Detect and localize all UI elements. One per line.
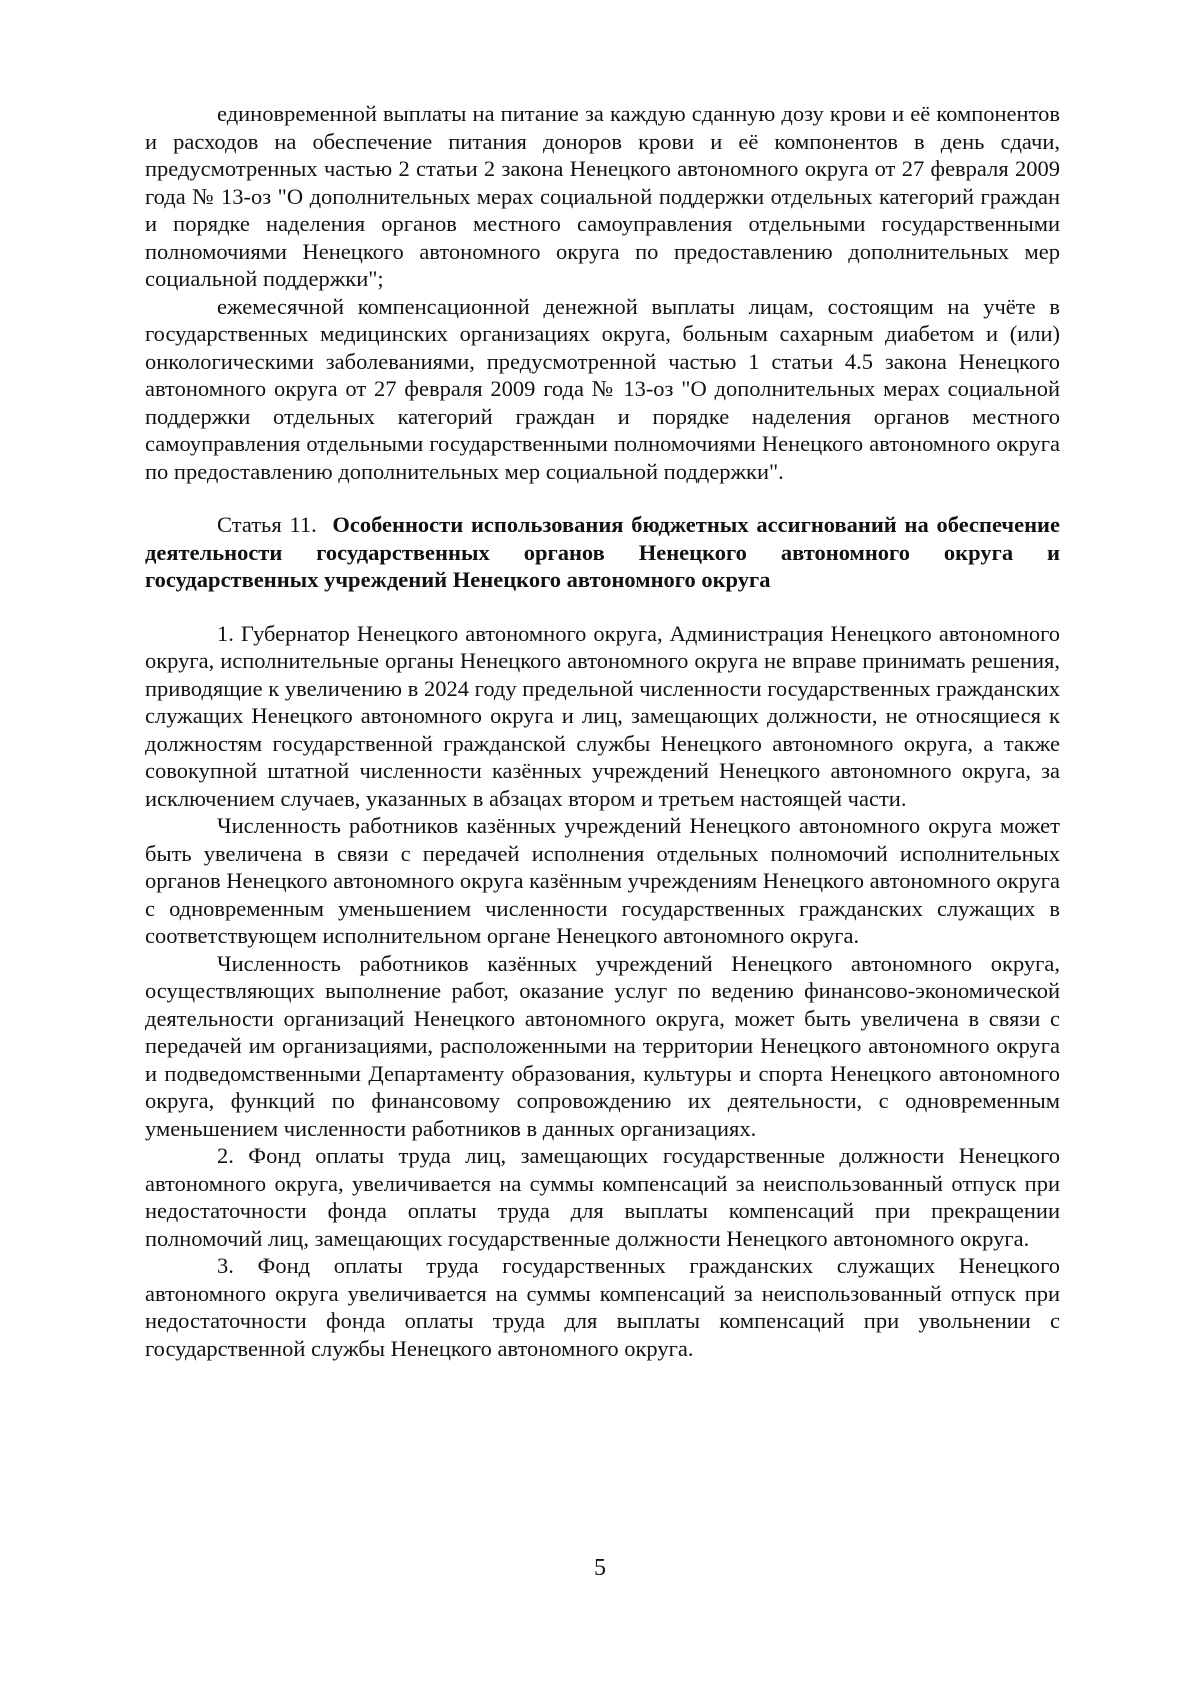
paragraph-part-2: 2. Фонд оплаты труда лиц, замещающих государственные должности Ненецкого автономного округа, увеличивается на суммы компенсаций за неиспользованный отпуск при недостаточности фонда оплаты труда для выплаты компенсаций при прекращении полномочий лиц, замещающих государственные должности Ненецкого автономного округа.: [145, 1143, 1060, 1251]
page-number: 5: [594, 1555, 606, 1581]
paragraph-part-1-abz-3: Численность работников казённых учреждений Ненецкого автономного округа, осуществляющих выполнение работ, оказание услуг по ведению финансово-экономической деятельности организаций Ненецкого автономного округа, может быть увеличена в связи с передачей им организациями, расположенными на территории Ненецкого автономного округа и подведомственными Департаменту образования, культуры и спорта Ненецкого автономного округа, функций по финансовому сопровождению их деятельности, с одновременным уменьшением численности работников в данных организациях.: [145, 950, 1060, 1141]
paragraph-diabetes-compensation: ежемесячной компенсационной денежной выплаты лицам, состоящим на учёте в государственных медицинских организациях округа, больным сахарным диабетом и (или) онкологическими заболеваниями, предусмотренной частью 1 статьи 4.5 закона Ненецкого автономного округа от 27 февраля 2009 года № 13-оз "О дополнительных мерах социальной поддержки отдельных категорий граждан и порядке наделения органов местного самоуправления отдельными государственными полномочиями Ненецкого автономного округа по предоставлению дополнительных мер социальной поддержки".: [145, 293, 1060, 484]
paragraph-part-3: 3. Фонд оплаты труда государственных гражданских служащих Ненецкого автономного округа увеличивается на суммы компенсаций за неиспользованный отпуск при недостаточности фонда оплаты труда для выплаты компенсаций при увольнении с государственной службы Ненецкого автономного округа.: [145, 1253, 1060, 1361]
article-heading: [145, 511, 1060, 594]
paragraph-part-1-abz-2: Численность работников казённых учреждений Ненецкого автономного округа может быть увеличена в связи с передачей исполнения отдельных полномочий исполнительных органов Ненецкого автономного округа казённым учреждениям Ненецкого автономного округа с одновременным уменьшением численности государственных гражданских служащих в соответствующем исполнительном органе Ненецкого автономного округа.: [145, 813, 1060, 948]
paragraph-part-1: 1. Губернатор Ненецкого автономного округа, Администрация Ненецкого автономного округа, исполнительные органы Ненецкого автономного округа не вправе принимать решения, приводящие к увеличению в 2024 году предельной численности государственных гражданских служащих Ненецкого автономного округа и лиц, замещающих должности, не относящиеся к должностям государственной гражданской службы Ненецкого автономного округа, а также совокупной штатной численности казённых учреждений Ненецкого автономного округа, за исключением случаев, указанных в абзацах втором и третьем настоящей части.: [145, 620, 1060, 811]
paragraph-donor-payment: единовременной выплаты на питание за каждую сданную дозу крови и её компонентов и расходов на обеспечение питания доноров крови и её компонентов в день сдачи, предусмотренных частью 2 статьи 2 закона Ненецкого автономного округа от 27 февраля 2009 года № 13-оз "О дополнительных мерах социальной поддержки отдельных категорий граждан и порядке наделения органов местного самоуправления отдельными государственными полномочиями Ненецкого автономного округа по предоставлению дополнительных мер социальной поддержки";: [145, 101, 1060, 291]
article-number: Статья 11.: [217, 512, 317, 537]
article-title: Особенности использования бюджетных ассигнований на обеспечение деятельности государственных органов Ненецкого автономного округа и государственных учреждений Ненецкого автономного округа: [145, 512, 1060, 592]
document-body: [145, 100, 1060, 1362]
